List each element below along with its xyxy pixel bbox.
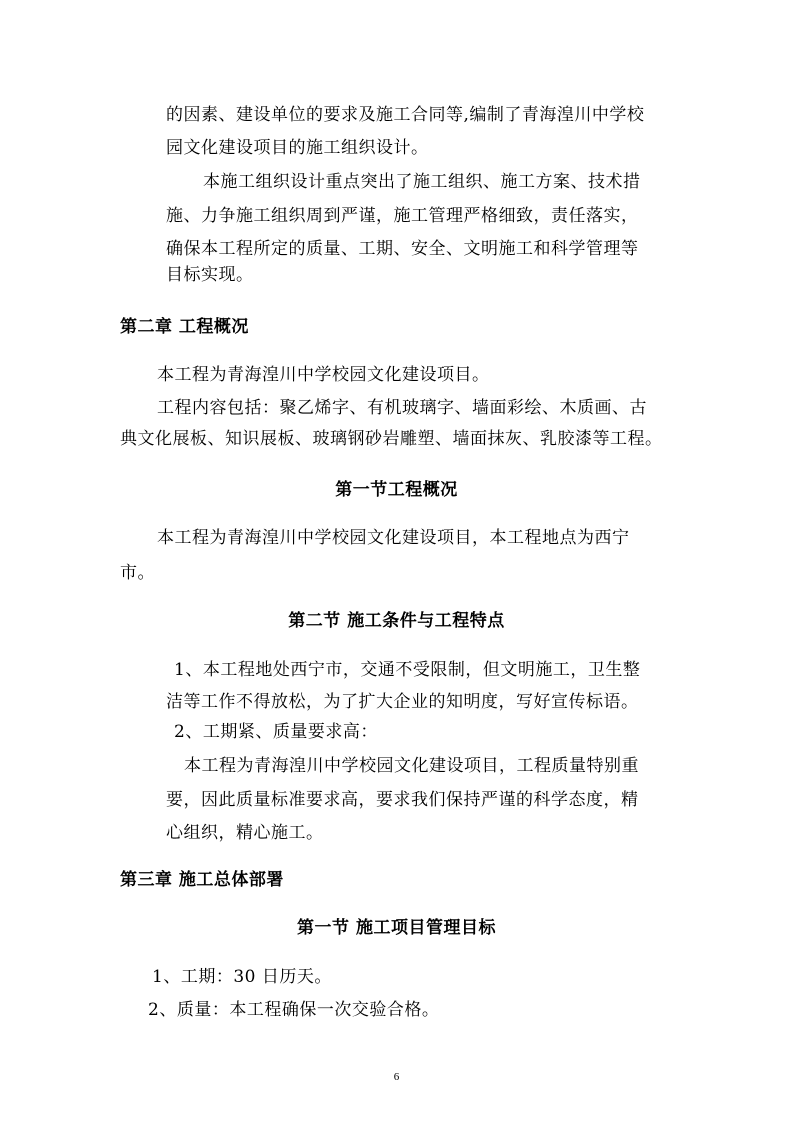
paragraph-line: 工程内容包括：聚乙烯字、有机玻璃字、墙面彩绘、木质画、古	[157, 398, 647, 418]
section-title: 第一节 施工项目管理目标	[297, 918, 496, 938]
paragraph-line: 本工程为青海湟川中学校园文化建设项目，本工程地点为西宁	[157, 528, 630, 548]
paragraph-line: 本施工组织设计重点突出了施工组织、施工方案、技术措	[203, 172, 641, 192]
paragraph-line: 本工程为青海湟川中学校园文化建设项目，工程质量特别重	[184, 756, 639, 776]
page-number: 6	[393, 1071, 400, 1083]
paragraph-line: 要，因此质量标准要求高，要求我们保持严谨的科学态度，精	[166, 790, 639, 810]
paragraph-line: 典文化展板、知识展板、玻璃钢砂岩雕塑、墙面抹灰、乳胶漆等工程。	[120, 429, 663, 449]
section-title: 第一节工程概况	[335, 480, 458, 500]
chapter-title: 第三章 施工总体部署	[120, 870, 284, 890]
list-item: 2、质量：本工程确保一次交验合格。	[148, 1000, 440, 1020]
section-title: 第二节 施工条件与工程特点	[288, 611, 505, 631]
list-item: 1、本工程地处西宁市，交通不受限制，但文明施工，卫生整	[174, 660, 641, 680]
paragraph-line: 园文化建设项目的施工组织设计。	[166, 138, 429, 158]
paragraph-line: 市。	[120, 563, 155, 583]
chapter-title: 第二章 工程概况	[120, 317, 249, 337]
paragraph-line: 施、力争施工组织周到严谨，施工管理严格细致，责任落实，	[166, 206, 639, 226]
paragraph-line: 确保本工程所定的质量、工期、安全、文明施工和科学管理等	[166, 239, 639, 259]
list-item: 2、工期紧、质量要求高：	[174, 722, 378, 742]
paragraph-line: 心组织，精心施工。	[166, 823, 324, 843]
paragraph-line: 目标实现。	[166, 265, 254, 285]
paragraph-line: 洁等工作不得放松，为了扩大企业的知明度，写好宣传标语。	[166, 692, 639, 712]
paragraph-line: 本工程为青海湟川中学校园文化建设项目。	[157, 365, 490, 385]
paragraph-line: 的因素、建设单位的要求及施工合同等,编制了青海湟川中学校	[166, 105, 645, 125]
list-item: 1、工期：30 日历天。	[152, 967, 332, 987]
